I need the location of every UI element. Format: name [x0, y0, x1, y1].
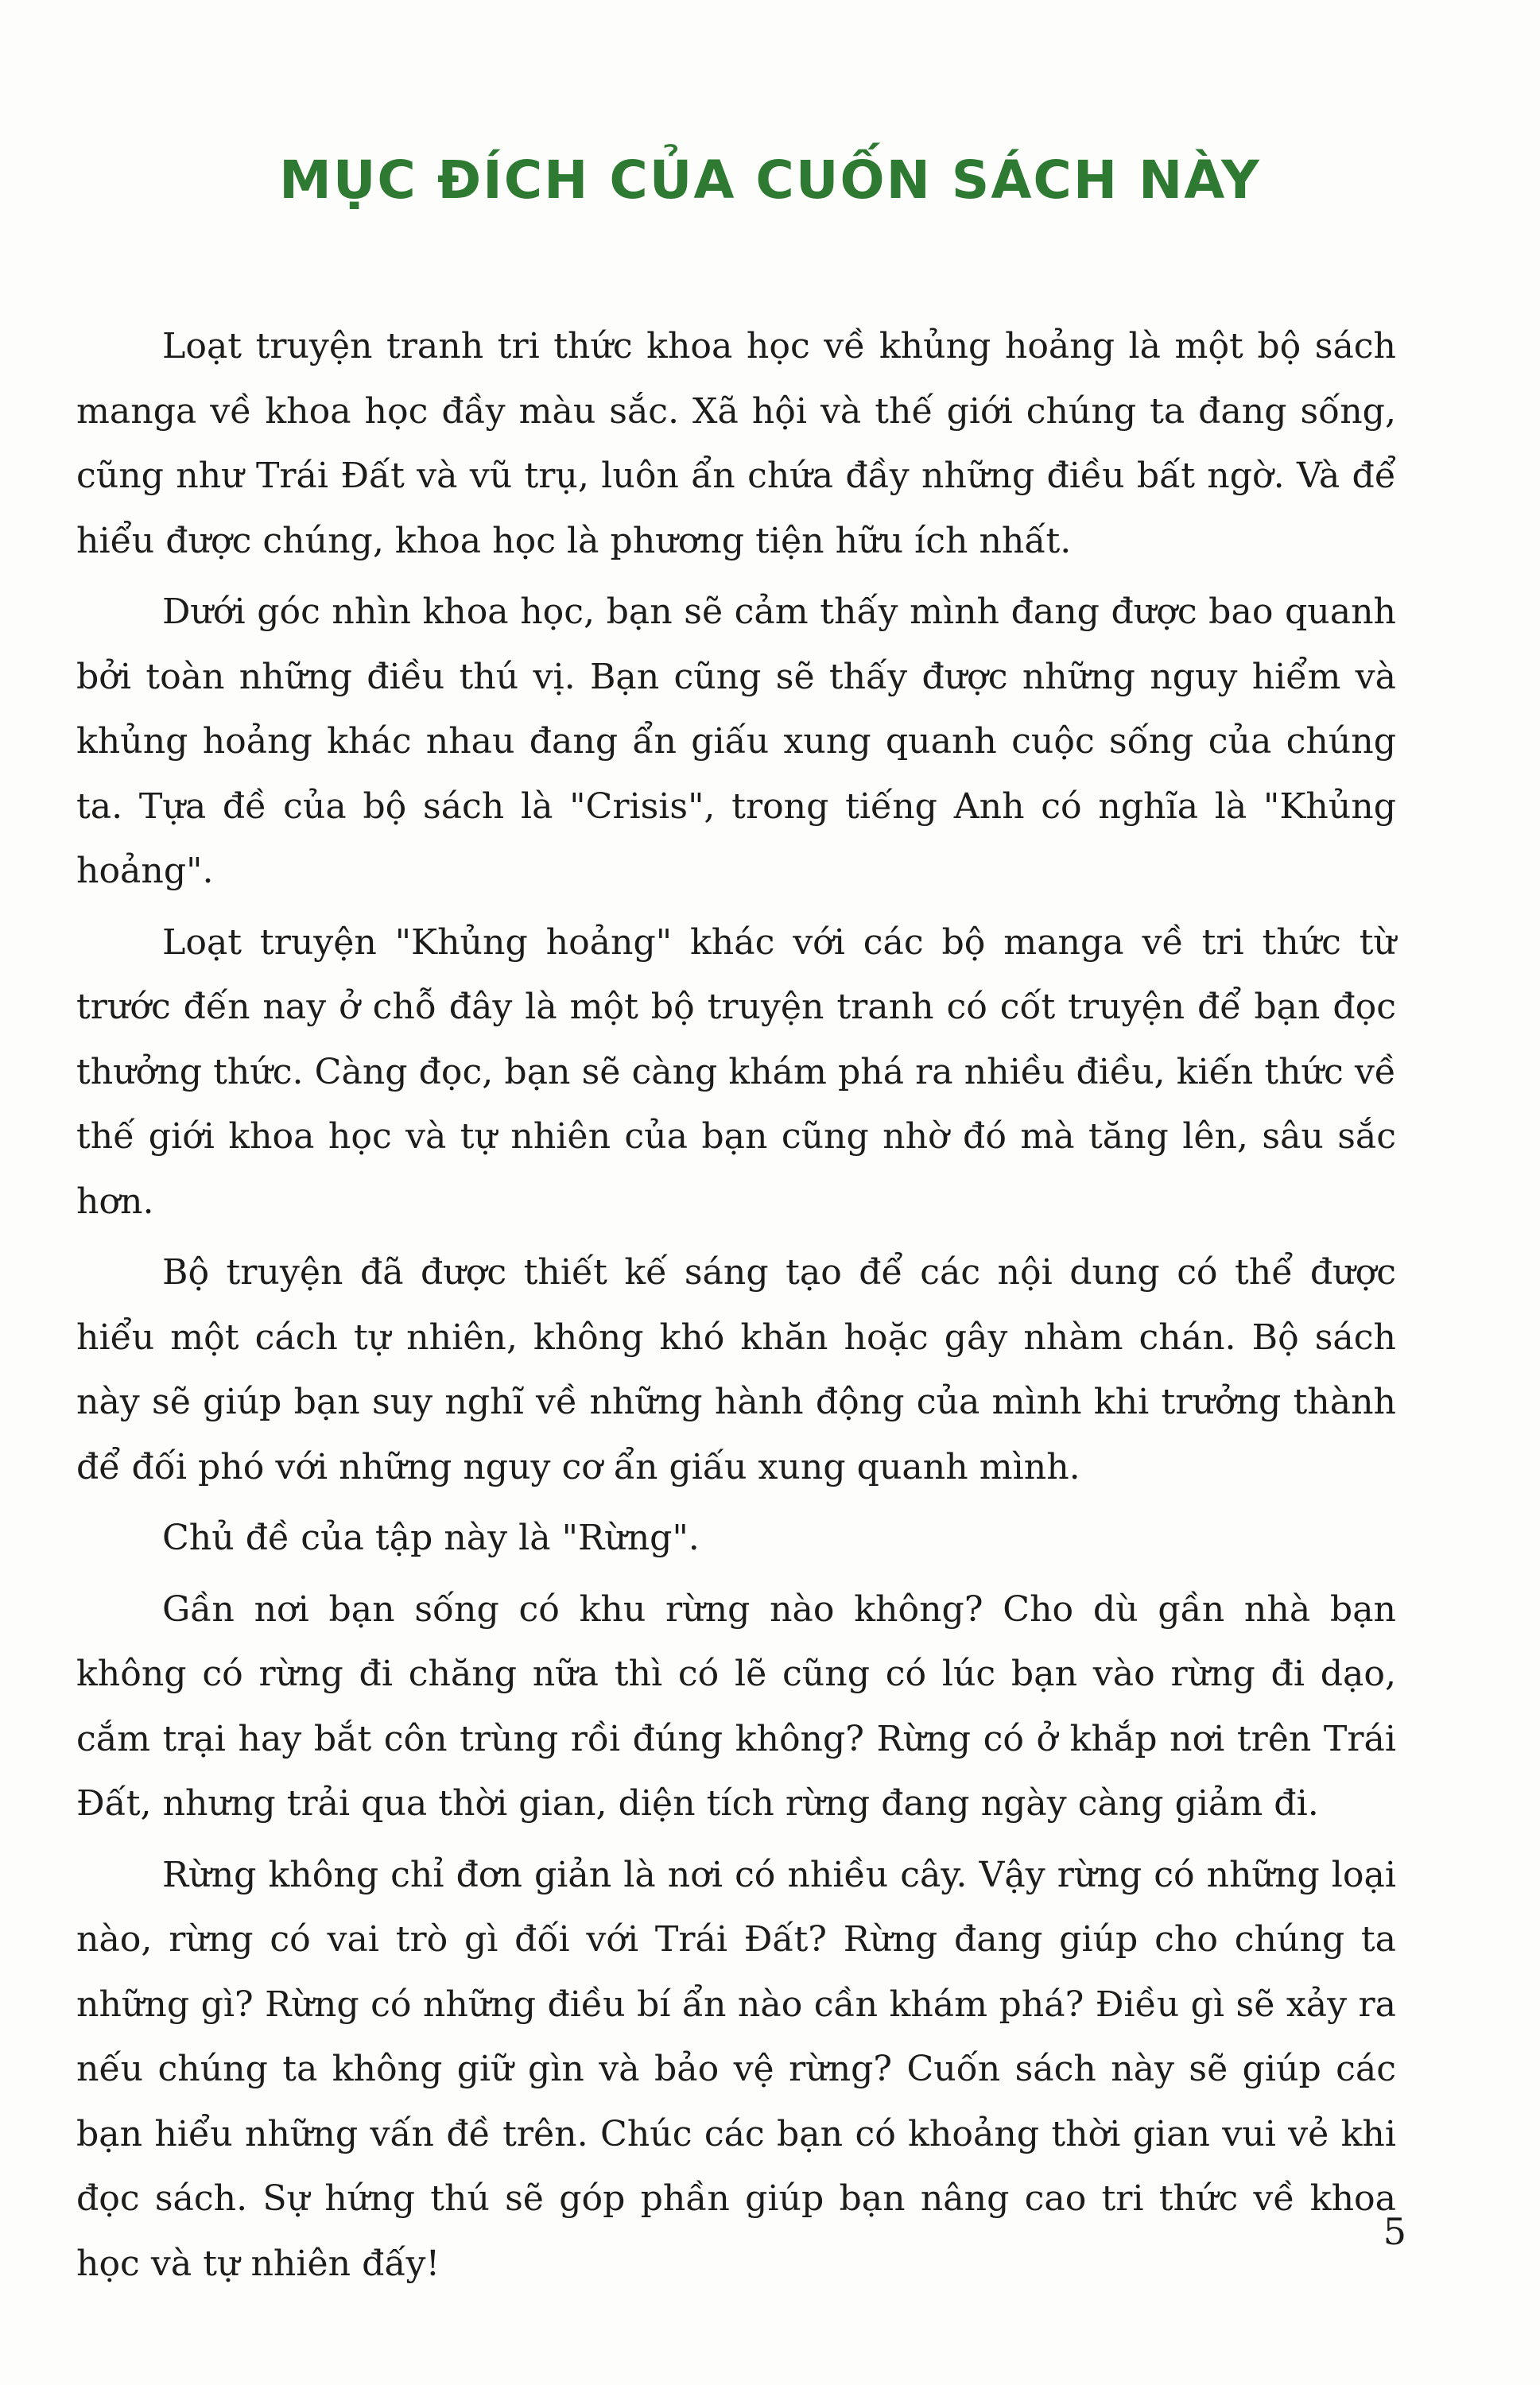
paragraph-7: Rừng không chỉ đơn giản là nơi có nhiều cây. Vậy rừng có những loại nào, rừng có vai trò gì đối với Trái Đất? Rừng đang giúp cho chúng ta những gì? Rừng có những điều bí ẩn nào cần khám phá? Điều gì sẽ xảy ra nếu chúng ta không giữ gìn và bảo vệ rừng? Cuốn sách này sẽ giúp các bạn hiểu những vấn đề trên. Chúc các bạn có khoảng thời gian vui vẻ khi đọc sách. Sự hứng thú sẽ góp phần giúp bạn nâng cao tri thức về khoa học và tự nhiên đấy! [76, 1854, 1396, 2284]
page-title: MỤC ĐÍCH CỦA CUỐN SÁCH NÀY [279, 149, 1261, 211]
paragraph-1: Loạt truyện tranh tri thức khoa học về khủng hoảng là một bộ sách manga về khoa học đầy màu sắc. Xã hội và thế giới chúng ta đang sống, cũng như Trái Đất và vũ trụ, luôn ẩn chứa đầy những điều bất ngờ. Và để hiểu được chúng, khoa học là phương tiện hữu ích nhất. [76, 326, 1396, 561]
paragraph-3: Loạt truyện "Khủng hoảng" khác với các bộ manga về tri thức từ trước đến nay ở chỗ đây là một bộ truyện tranh có cốt truyện để bạn đọc thưởng thức. Càng đọc, bạn sẽ càng khám phá ra nhiều điều, kiến thức về thế giới khoa học và tự nhiên của bạn cũng nhờ đó mà tăng lên, sâu sắc hơn. [76, 921, 1396, 1222]
paragraph-4: Bộ truyện đã được thiết kế sáng tạo để các nội dung có thể được hiểu một cách tự nhiên, không khó khăn hoặc gây nhàm chán. Bộ sách này sẽ giúp bạn suy nghĩ về những hành động của mình khi trưởng thành để đối phó với những nguy cơ ẩn giấu xung quanh mình. [76, 1252, 1396, 1487]
paragraph-5: Chủ đề của tập này là "Rừng". [162, 1518, 700, 1558]
paragraph-2: Dưới góc nhìn khoa học, bạn sẽ cảm thấy mình đang được bao quanh bởi toàn những điều thú vị. Bạn cũng sẽ thấy được những nguy hiểm và khủng hoảng khác nhau đang ẩn giấu xung quanh cuộc sống của chúng ta. Tựa đề của bộ sách là "Crisis", trong tiếng Anh có nghĩa là "Khủng hoảng". [76, 591, 1396, 891]
body-text [76, 314, 1396, 2302]
page-number: 5 [1383, 2210, 1406, 2253]
paragraph-6: Gần nơi bạn sống có khu rừng nào không? Cho dù gần nhà bạn không có rừng đi chăng nữa thì có lẽ cũng có lúc bạn vào rừng đi dạo, cắm trại hay bắt côn trùng rồi đúng không? Rừng có ở khắp nơi trên Trái Đất, nhưng trải qua thời gian, diện tích rừng đang ngày càng giảm đi. [76, 1588, 1396, 1824]
